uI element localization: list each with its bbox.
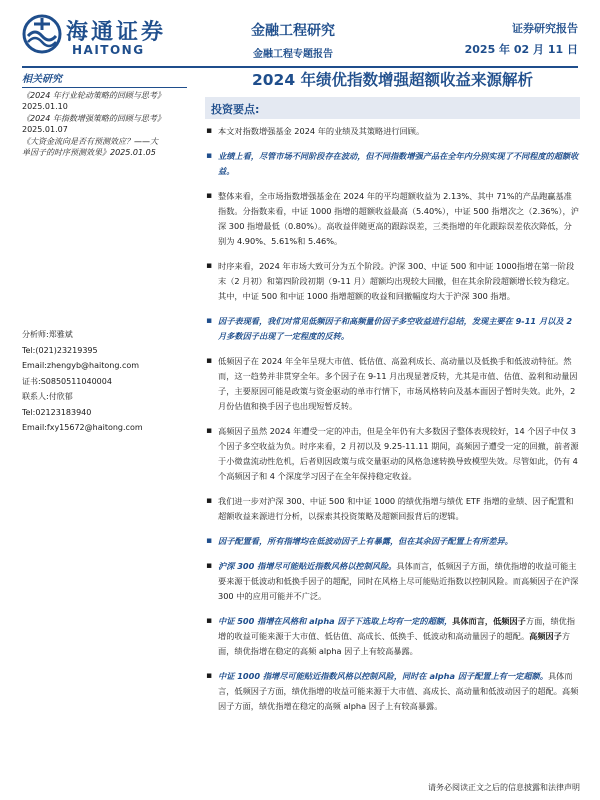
analyst-contacts — [22, 327, 192, 436]
bullet-item — [205, 494, 580, 524]
bullet-item-key — [205, 149, 580, 179]
related-item-title[interactable]: 《大资金流向是否有预测效应？——大 — [22, 137, 158, 146]
related-item-title-line2[interactable]: 单因子的时序预测效果》 — [22, 148, 110, 157]
related-item-title-cont[interactable] — [22, 147, 192, 158]
bullet-text: 具体而言，低频因子方面，绩优指增的收益可能来源于大市值、高成长、高动量和低波动因子的超配。高频因子方面，绩优指增在稳定的高频 alpha 因子上有较高暴露。 — [218, 671, 579, 711]
bullet-item — [205, 354, 580, 414]
related-item-title[interactable]: 《2024 年行业轮动策略的回顾与思考》 — [22, 91, 165, 100]
bullet-bold: 具体而言，低频因子 — [452, 616, 526, 626]
bullet-lead: 沪深 300 指增尽可能贴近指数风格以控制风险。 — [218, 561, 397, 571]
bullet-key-text: 因子表现看，我们对常见低频因子和高频量价因子多空收益进行总结，发现主要在 9-11 月以及 2 月多数因子出现了一定程度的反转。 — [218, 316, 573, 341]
report-title: 2024 年绩优指数增强超额收益来源解析 — [251, 71, 534, 89]
analyst-name: 分析师:郑雅斌 — [22, 330, 73, 339]
report-type: 证券研究报告 — [512, 22, 578, 35]
report-header — [0, 0, 600, 68]
bullet-lead: 中证 1000 指增尽可能贴近指数风格以控制风险，同时在 alpha 因子配置上有一定超额。 — [218, 671, 548, 681]
related-item-date: 2025.01.07 — [22, 125, 68, 134]
related-item-title[interactable]: 《2024 年指数增强策略的回顾与思考》 — [22, 114, 165, 123]
related-item-date: 2025.01.10 — [22, 102, 68, 111]
related-research-divider — [22, 87, 187, 88]
bullet-text: 具体而言，低频因子方面，绩优指增的收益可能主要来源于低波动和低换手因子的超配，同时在风格上尽可能贴近指数以控制风险。而高频因子在沪深 300 中的应用可能并不广泛。 — [218, 561, 579, 601]
bullet-item — [205, 669, 580, 714]
haitong-logo-icon — [22, 14, 62, 54]
bullet-item — [205, 124, 580, 139]
related-item-date: 2025.01.05 — [110, 148, 156, 157]
related-item[interactable] — [22, 136, 192, 158]
report-date: 2025 年 02 月 11 日 — [464, 43, 578, 56]
bullet-text: 整体来看，全市场指数增强基金在 2024 年的平均超额收益为 2.13%、其中 71%的产品跑赢基准指数。分指数来看，中证 1000 指增的超额收益最高（5.40%），中证 500 指增次之（2.36%），沪深 300 指增最低（0.80%）。高收益伴随更高的跟踪误差，三类指增的年化跟踪误差依次降低，分别为 4.90%、5.61%和 5.46%。 — [218, 191, 579, 246]
bullet-key-text: 因子配置看，所有指增均在低波动因子上有暴露，但在其余因子配置上有所差异。 — [218, 536, 513, 546]
legal-disclaimer-footer: 请务必阅读正文之后的信息披露和法律声明 — [428, 783, 580, 792]
bullet-item — [205, 614, 580, 659]
logo-chinese-name: 海通证券 — [66, 19, 167, 45]
bullet-item-key — [205, 534, 580, 549]
report-series-title: 金融工程研究 — [251, 23, 335, 39]
bullet-bold: 高频因子 — [529, 631, 562, 641]
bullet-text: 本文对指数增强基金 2024 年的业绩及其策略进行回顾。 — [218, 126, 425, 136]
bullet-text: 方面，绩优指增的收益可能来源于大市值、低估值、高成长、低换手、低波动和高动量因子的超配。 — [218, 616, 576, 641]
related-item[interactable] — [22, 90, 192, 112]
contact-tel: Tel:02123183940 — [22, 407, 92, 417]
bullet-text: 我们进一步对沪深 300、中证 500 和中证 1000 的绩优指增与绩优 ETF 指增的业绩、因子配置和超额收益来源进行分析，以探索其投资策略及超额回报背后的逻辑。 — [218, 496, 574, 521]
investment-highlights-bar — [205, 97, 580, 119]
bullet-text: 低频因子在 2024 年全年呈现大市值、低估值、高盈利成长、高动量以及低换手和低波动特征。然而，这一趋势并非贯穿全年。多个因子在 9-11 月出现显著反转，尤其是市值、估值、盈利和动量因子，主要原因可能是政策与资金驱动的单市行情下，市场风格转向及基本面因子暂时失效。此外，2 月份估值和换手因子也出现短暂反转。 — [218, 356, 578, 411]
report-series-subtitle: 金融工程专题报告 — [253, 49, 333, 60]
bullet-item — [205, 559, 580, 604]
bullet-text: 时序来看，2024 年市场大致可分为五个阶段。沪深 300、中证 500 和中证 1000指增在第一阶段末（2 月初）和第四阶段初期（9-11 月）超额均出现较大回撤，但在其余阶段超额增长较为稳定。其中，中证 500 和中证 1000 指增超额的收益和回撤幅度均大于沪深 300 指增。 — [218, 261, 575, 301]
related-research-panel — [22, 70, 192, 158]
investment-highlights-heading: 投资要点: — [211, 103, 260, 116]
bullet-item-key — [205, 314, 580, 344]
analyst-certificate: 证书:S0850511040004 — [22, 376, 112, 386]
bullet-text: 高频因子虽然 2024 年遭受一定的冲击，但是全年仍有大多数因子整体表现较好，14 个因子中仅 3 个因子多空收益为负。时序来看，2 月初以及 9.25-11.11 期间，高频因子遭受一定的回撤，前者源于小微盘流动性危机，后者则因政策与成交量驱动的风格急速转换导致模型失效。尽管如此，仍有 4 个高频因子和 4 个深度学习因子在全年保持稳定收益。 — [218, 426, 579, 481]
bullet-key-text: 业绩上看，尽管市场不同阶段存在波动，但不同指数增强产品在全年内分别实现了不同程度的超额收益。 — [218, 151, 579, 176]
related-research-heading: 相关研究 — [22, 74, 62, 85]
analyst-email[interactable]: Email:zhengyb@haitong.com — [22, 361, 140, 370]
analyst-tel: Tel:(021)23219395 — [22, 345, 98, 355]
bullet-text: 方面，绩优指增在稳定的高频 alpha 因子上有较高暴露。 — [218, 631, 571, 656]
contact-email[interactable]: Email:fxy15672@haitong.com — [22, 423, 143, 432]
haitong-logo — [22, 12, 172, 62]
bullet-item — [205, 189, 580, 249]
related-item[interactable] — [22, 113, 192, 135]
logo-english-name: HAITONG — [72, 43, 145, 57]
bullet-lead: 中证 500 指增在风格和 alpha 因子下选取上均有一定的超额， — [218, 616, 453, 626]
bullet-item — [205, 259, 580, 304]
bullet-item — [205, 424, 580, 484]
contact-name: 联系人:付欣郁 — [22, 392, 73, 401]
investment-highlights-list — [205, 124, 580, 714]
